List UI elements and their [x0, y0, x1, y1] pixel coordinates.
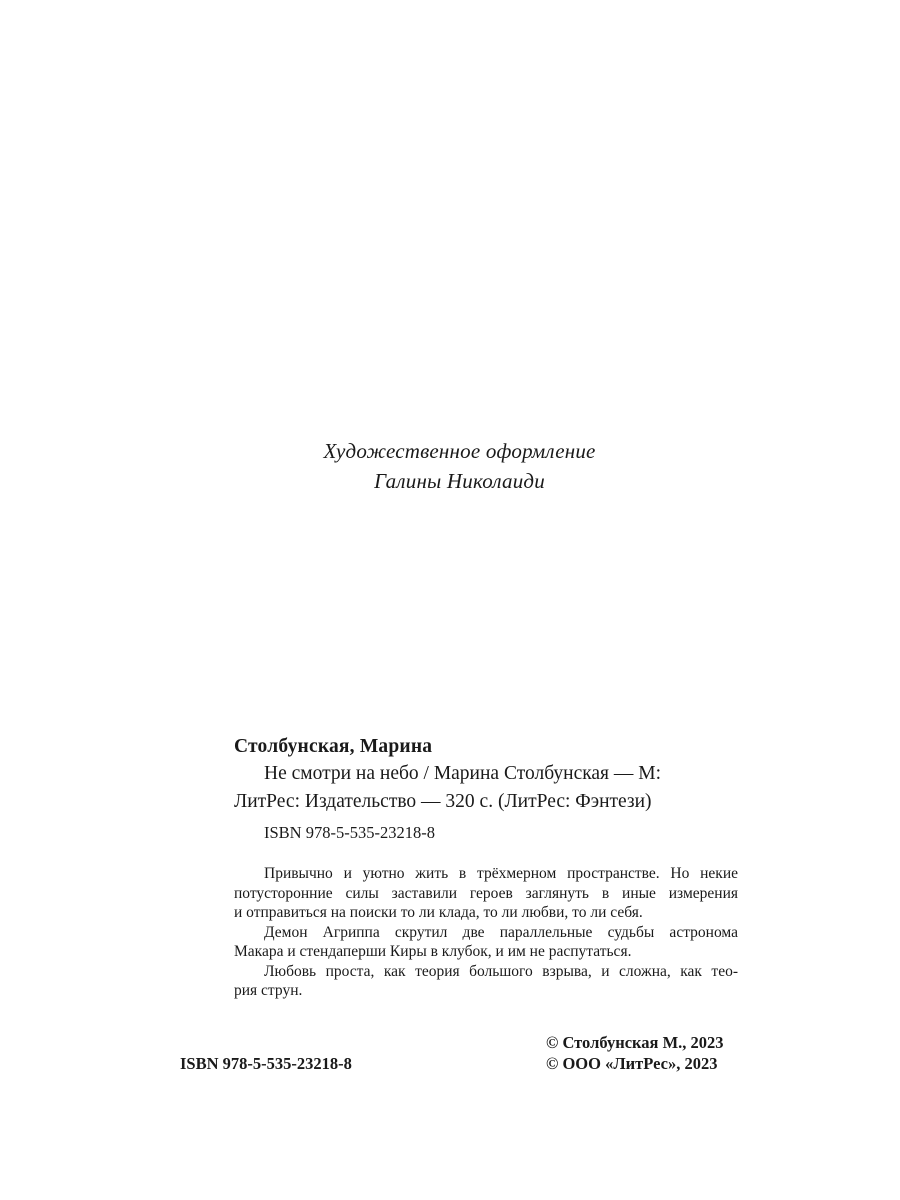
bibliographic-record: [234, 734, 738, 1001]
bibliographic-description-line-1: Не смотри на небо / Марина Столбунская — М:: [264, 763, 662, 784]
author-heading: Столбунская, Марина: [234, 736, 433, 757]
isbn-footer: ISBN 978-5-535-23218-8: [180, 1054, 352, 1073]
annotation-line: Макара и стендаперши Киры в клубок, и им не распутаться.: [234, 943, 632, 960]
annotation-line: потусторонние силы заставили героев заглянуть в иные измерения: [234, 884, 738, 902]
annotation-line: Любовь проста, как теория большого взрыва, и сложна, как тео-: [264, 962, 738, 980]
copyright-publisher: © ООО «ЛитРес», 2023: [546, 1054, 718, 1073]
annotation-line: Демон Агриппа скрутил две параллельные судьбы астронома: [264, 923, 738, 941]
bibliographic-description-line-2: ЛитРес: Издательство — 320 с. (ЛитРес: Фэнтези): [234, 791, 652, 812]
isbn-record: ISBN 978-5-535-23218-8: [264, 823, 435, 842]
annotation-line: и отправиться на поиски то ли клада, то ли любви, то ли себя.: [234, 904, 643, 921]
annotation: [234, 864, 738, 1001]
annotation-line: рия струн.: [234, 982, 303, 999]
annotation-line: Привычно и уютно жить в трёхмерном пространстве. Но некие: [264, 865, 738, 882]
credit-line-2: Галины Николаиди: [374, 469, 545, 493]
art-design-credit: [0, 436, 900, 496]
copyright-author: © Столбунская М., 2023: [546, 1033, 724, 1052]
credit-line-1: Художественное оформление: [323, 439, 596, 463]
copyright-block: [546, 1032, 724, 1074]
